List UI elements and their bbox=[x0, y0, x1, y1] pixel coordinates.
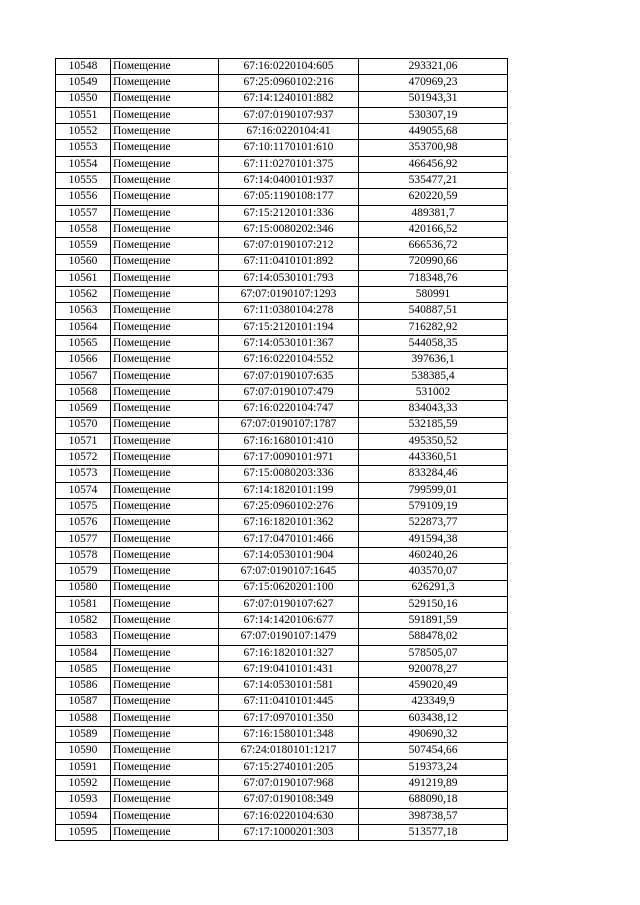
cadastral-number-cell: 67:16:1680101:410 bbox=[219, 433, 359, 449]
cadastral-value-cell: 833284,46 bbox=[359, 466, 508, 482]
object-type-cell: Помещение bbox=[111, 205, 219, 221]
object-type-cell: Помещение bbox=[111, 743, 219, 759]
row-number-cell: 10593 bbox=[56, 792, 111, 808]
cadastral-value-cell: 353700,98 bbox=[359, 140, 508, 156]
cadastral-number-cell: 67:07:0190107:1293 bbox=[219, 287, 359, 303]
table-row bbox=[56, 124, 508, 140]
cadastral-number-cell: 67:14:0530101:793 bbox=[219, 270, 359, 286]
row-number-cell: 10585 bbox=[56, 661, 111, 677]
cadastral-number-cell: 67:10:1170101:610 bbox=[219, 140, 359, 156]
object-type-cell: Помещение bbox=[111, 482, 219, 498]
cadastral-number-cell: 67:15:0080202:346 bbox=[219, 221, 359, 237]
table-row bbox=[56, 759, 508, 775]
row-number-cell: 10572 bbox=[56, 450, 111, 466]
table-row bbox=[56, 564, 508, 580]
cadastral-number-cell: 67:14:1240101:882 bbox=[219, 91, 359, 107]
row-number-cell: 10553 bbox=[56, 140, 111, 156]
object-type-cell: Помещение bbox=[111, 368, 219, 384]
cadastral-value-cell: 529150,16 bbox=[359, 596, 508, 612]
table-row bbox=[56, 776, 508, 792]
cadastral-number-cell: 67:11:0380104:278 bbox=[219, 303, 359, 319]
row-number-cell: 10556 bbox=[56, 189, 111, 205]
object-type-cell: Помещение bbox=[111, 124, 219, 140]
table-row bbox=[56, 336, 508, 352]
row-number-cell: 10549 bbox=[56, 75, 111, 91]
object-type-cell: Помещение bbox=[111, 140, 219, 156]
table-row bbox=[56, 303, 508, 319]
cadastral-value-cell: 580991 bbox=[359, 287, 508, 303]
row-number-cell: 10574 bbox=[56, 482, 111, 498]
cadastral-value-cell: 579109,19 bbox=[359, 499, 508, 515]
row-number-cell: 10561 bbox=[56, 270, 111, 286]
object-type-cell: Помещение bbox=[111, 466, 219, 482]
table-row bbox=[56, 254, 508, 270]
cadastral-value-cell: 519373,24 bbox=[359, 759, 508, 775]
object-type-cell: Помещение bbox=[111, 776, 219, 792]
object-type-cell: Помещение bbox=[111, 727, 219, 743]
cadastral-value-cell: 716282,92 bbox=[359, 319, 508, 335]
row-number-cell: 10595 bbox=[56, 824, 111, 840]
cadastral-number-cell: 67:05:1190108:177 bbox=[219, 189, 359, 205]
table-row bbox=[56, 287, 508, 303]
cadastral-value-cell: 666536,72 bbox=[359, 238, 508, 254]
row-number-cell: 10582 bbox=[56, 613, 111, 629]
table-row bbox=[56, 596, 508, 612]
table-row bbox=[56, 238, 508, 254]
cadastral-value-cell: 718348,76 bbox=[359, 270, 508, 286]
row-number-cell: 10557 bbox=[56, 205, 111, 221]
cadastral-value-cell: 449055,68 bbox=[359, 124, 508, 140]
cadastral-number-cell: 67:16:0220104:747 bbox=[219, 401, 359, 417]
table-row bbox=[56, 466, 508, 482]
cadastral-number-cell: 67:25:0960102:216 bbox=[219, 75, 359, 91]
row-number-cell: 10552 bbox=[56, 124, 111, 140]
table-row bbox=[56, 75, 508, 91]
object-type-cell: Помещение bbox=[111, 531, 219, 547]
object-type-cell: Помещение bbox=[111, 450, 219, 466]
table-row bbox=[56, 694, 508, 710]
cadastral-number-cell: 67:07:0190107:968 bbox=[219, 776, 359, 792]
row-number-cell: 10586 bbox=[56, 678, 111, 694]
cadastral-number-cell: 67:16:0220104:630 bbox=[219, 808, 359, 824]
table-row bbox=[56, 824, 508, 840]
cadastral-value-cell: 466456,92 bbox=[359, 156, 508, 172]
table-row bbox=[56, 140, 508, 156]
table-row bbox=[56, 205, 508, 221]
row-number-cell: 10550 bbox=[56, 91, 111, 107]
table-row bbox=[56, 515, 508, 531]
cadastral-number-cell: 67:14:0530101:581 bbox=[219, 678, 359, 694]
table-row bbox=[56, 547, 508, 563]
table-row bbox=[56, 710, 508, 726]
table-row bbox=[56, 645, 508, 661]
object-type-cell: Помещение bbox=[111, 352, 219, 368]
cadastral-value-cell: 538385,4 bbox=[359, 368, 508, 384]
cadastral-value-cell: 470969,23 bbox=[359, 75, 508, 91]
object-type-cell: Помещение bbox=[111, 319, 219, 335]
cadastral-value-cell: 540887,51 bbox=[359, 303, 508, 319]
row-number-cell: 10581 bbox=[56, 596, 111, 612]
cadastral-value-cell: 420166,52 bbox=[359, 221, 508, 237]
object-type-cell: Помещение bbox=[111, 336, 219, 352]
cadastral-value-cell: 490690,32 bbox=[359, 727, 508, 743]
cadastral-value-cell: 591891,59 bbox=[359, 613, 508, 629]
cadastral-value-cell: 513577,18 bbox=[359, 824, 508, 840]
table-body bbox=[56, 59, 508, 841]
table-row bbox=[56, 613, 508, 629]
row-number-cell: 10571 bbox=[56, 433, 111, 449]
cadastral-value-cell: 522873,77 bbox=[359, 515, 508, 531]
cadastral-number-cell: 67:15:0080203:336 bbox=[219, 466, 359, 482]
cadastral-number-cell: 67:17:0090101:971 bbox=[219, 450, 359, 466]
cadastral-value-cell: 501943,31 bbox=[359, 91, 508, 107]
object-type-cell: Помещение bbox=[111, 547, 219, 563]
cadastral-number-cell: 67:15:2120101:194 bbox=[219, 319, 359, 335]
row-number-cell: 10573 bbox=[56, 466, 111, 482]
cadastral-number-cell: 67:16:1820101:327 bbox=[219, 645, 359, 661]
object-type-cell: Помещение bbox=[111, 433, 219, 449]
cadastral-number-cell: 67:16:0220104:552 bbox=[219, 352, 359, 368]
row-number-cell: 10589 bbox=[56, 727, 111, 743]
row-number-cell: 10580 bbox=[56, 580, 111, 596]
object-type-cell: Помещение bbox=[111, 613, 219, 629]
cadastral-number-cell: 67:14:1420106:677 bbox=[219, 613, 359, 629]
object-type-cell: Помещение bbox=[111, 107, 219, 123]
table-row bbox=[56, 531, 508, 547]
cadastral-value-cell: 403570,07 bbox=[359, 564, 508, 580]
cadastral-number-cell: 67:16:0220104:41 bbox=[219, 124, 359, 140]
object-type-cell: Помещение bbox=[111, 59, 219, 75]
row-number-cell: 10562 bbox=[56, 287, 111, 303]
object-type-cell: Помещение bbox=[111, 173, 219, 189]
table-row bbox=[56, 727, 508, 743]
table-row bbox=[56, 743, 508, 759]
cadastral-value-cell: 720990,66 bbox=[359, 254, 508, 270]
object-type-cell: Помещение bbox=[111, 759, 219, 775]
object-type-cell: Помещение bbox=[111, 384, 219, 400]
row-number-cell: 10579 bbox=[56, 564, 111, 580]
row-number-cell: 10563 bbox=[56, 303, 111, 319]
row-number-cell: 10575 bbox=[56, 499, 111, 515]
row-number-cell: 10555 bbox=[56, 173, 111, 189]
cadastral-value-cell: 603438,12 bbox=[359, 710, 508, 726]
table-row bbox=[56, 433, 508, 449]
object-type-cell: Помещение bbox=[111, 91, 219, 107]
table-row bbox=[56, 401, 508, 417]
cadastral-value-cell: 920078,27 bbox=[359, 661, 508, 677]
cadastral-value-cell: 491594,38 bbox=[359, 531, 508, 547]
cadastral-number-cell: 67:14:1820101:199 bbox=[219, 482, 359, 498]
object-type-cell: Помещение bbox=[111, 596, 219, 612]
table-row bbox=[56, 270, 508, 286]
cadastral-number-cell: 67:11:0270101:375 bbox=[219, 156, 359, 172]
row-number-cell: 10564 bbox=[56, 319, 111, 335]
object-type-cell: Помещение bbox=[111, 303, 219, 319]
object-type-cell: Помещение bbox=[111, 694, 219, 710]
cadastral-value-cell: 620220,59 bbox=[359, 189, 508, 205]
cadastral-value-cell: 489381,7 bbox=[359, 205, 508, 221]
row-number-cell: 10578 bbox=[56, 547, 111, 563]
object-type-cell: Помещение bbox=[111, 189, 219, 205]
object-type-cell: Помещение bbox=[111, 629, 219, 645]
row-number-cell: 10558 bbox=[56, 221, 111, 237]
row-number-cell: 10590 bbox=[56, 743, 111, 759]
property-table bbox=[55, 58, 508, 841]
cadastral-value-cell: 491219,89 bbox=[359, 776, 508, 792]
object-type-cell: Помещение bbox=[111, 417, 219, 433]
cadastral-number-cell: 67:07:0190107:937 bbox=[219, 107, 359, 123]
object-type-cell: Помещение bbox=[111, 515, 219, 531]
table-row bbox=[56, 156, 508, 172]
cadastral-value-cell: 507454,66 bbox=[359, 743, 508, 759]
object-type-cell: Помещение bbox=[111, 564, 219, 580]
cadastral-value-cell: 531002 bbox=[359, 384, 508, 400]
cadastral-value-cell: 459020,49 bbox=[359, 678, 508, 694]
cadastral-number-cell: 67:19:0410101:431 bbox=[219, 661, 359, 677]
object-type-cell: Помещение bbox=[111, 678, 219, 694]
row-number-cell: 10568 bbox=[56, 384, 111, 400]
row-number-cell: 10548 bbox=[56, 59, 111, 75]
cadastral-value-cell: 443360,51 bbox=[359, 450, 508, 466]
row-number-cell: 10570 bbox=[56, 417, 111, 433]
cadastral-number-cell: 67:07:0190107:1479 bbox=[219, 629, 359, 645]
table-row bbox=[56, 107, 508, 123]
object-type-cell: Помещение bbox=[111, 254, 219, 270]
row-number-cell: 10594 bbox=[56, 808, 111, 824]
cadastral-number-cell: 67:17:1000201:303 bbox=[219, 824, 359, 840]
table-row bbox=[56, 661, 508, 677]
object-type-cell: Помещение bbox=[111, 221, 219, 237]
cadastral-number-cell: 67:07:0190107:627 bbox=[219, 596, 359, 612]
cadastral-value-cell: 834043,33 bbox=[359, 401, 508, 417]
cadastral-number-cell: 67:16:1820101:362 bbox=[219, 515, 359, 531]
row-number-cell: 10559 bbox=[56, 238, 111, 254]
object-type-cell: Помещение bbox=[111, 75, 219, 91]
cadastral-number-cell: 67:15:2740101:205 bbox=[219, 759, 359, 775]
cadastral-number-cell: 67:15:0620201:100 bbox=[219, 580, 359, 596]
table-row bbox=[56, 189, 508, 205]
table-row bbox=[56, 221, 508, 237]
cadastral-value-cell: 688090,18 bbox=[359, 792, 508, 808]
table-row bbox=[56, 450, 508, 466]
cadastral-number-cell: 67:16:1580101:348 bbox=[219, 727, 359, 743]
cadastral-number-cell: 67:14:0400101:937 bbox=[219, 173, 359, 189]
cadastral-number-cell: 67:07:0190107:479 bbox=[219, 384, 359, 400]
object-type-cell: Помещение bbox=[111, 710, 219, 726]
table-row bbox=[56, 792, 508, 808]
cadastral-value-cell: 397636,1 bbox=[359, 352, 508, 368]
table-row bbox=[56, 580, 508, 596]
table-row bbox=[56, 368, 508, 384]
row-number-cell: 10576 bbox=[56, 515, 111, 531]
cadastral-number-cell: 67:07:0190107:635 bbox=[219, 368, 359, 384]
cadastral-number-cell: 67:15:2120101:336 bbox=[219, 205, 359, 221]
table-row bbox=[56, 384, 508, 400]
cadastral-value-cell: 398738,57 bbox=[359, 808, 508, 824]
table-row bbox=[56, 808, 508, 824]
row-number-cell: 10591 bbox=[56, 759, 111, 775]
table-row bbox=[56, 59, 508, 75]
cadastral-value-cell: 544058,35 bbox=[359, 336, 508, 352]
row-number-cell: 10592 bbox=[56, 776, 111, 792]
cadastral-value-cell: 578505,07 bbox=[359, 645, 508, 661]
row-number-cell: 10588 bbox=[56, 710, 111, 726]
cadastral-number-cell: 67:07:0190108:349 bbox=[219, 792, 359, 808]
row-number-cell: 10565 bbox=[56, 336, 111, 352]
cadastral-value-cell: 799599,01 bbox=[359, 482, 508, 498]
cadastral-value-cell: 495350,52 bbox=[359, 433, 508, 449]
row-number-cell: 10551 bbox=[56, 107, 111, 123]
object-type-cell: Помещение bbox=[111, 645, 219, 661]
object-type-cell: Помещение bbox=[111, 661, 219, 677]
cadastral-value-cell: 588478,02 bbox=[359, 629, 508, 645]
object-type-cell: Помещение bbox=[111, 808, 219, 824]
object-type-cell: Помещение bbox=[111, 792, 219, 808]
table-row bbox=[56, 173, 508, 189]
cadastral-number-cell: 67:24:0180101:1217 bbox=[219, 743, 359, 759]
cadastral-number-cell: 67:16:0220104:605 bbox=[219, 59, 359, 75]
cadastral-value-cell: 532185,59 bbox=[359, 417, 508, 433]
table-row bbox=[56, 352, 508, 368]
object-type-cell: Помещение bbox=[111, 580, 219, 596]
cadastral-number-cell: 67:07:0190107:1645 bbox=[219, 564, 359, 580]
object-type-cell: Помещение bbox=[111, 238, 219, 254]
object-type-cell: Помещение bbox=[111, 270, 219, 286]
object-type-cell: Помещение bbox=[111, 499, 219, 515]
row-number-cell: 10554 bbox=[56, 156, 111, 172]
table-row bbox=[56, 678, 508, 694]
row-number-cell: 10569 bbox=[56, 401, 111, 417]
table-row bbox=[56, 629, 508, 645]
cadastral-value-cell: 530307,19 bbox=[359, 107, 508, 123]
cadastral-number-cell: 67:14:0530101:904 bbox=[219, 547, 359, 563]
cadastral-number-cell: 67:11:0410101:892 bbox=[219, 254, 359, 270]
table-row bbox=[56, 319, 508, 335]
cadastral-number-cell: 67:14:0530101:367 bbox=[219, 336, 359, 352]
table-row bbox=[56, 499, 508, 515]
row-number-cell: 10583 bbox=[56, 629, 111, 645]
cadastral-value-cell: 626291,3 bbox=[359, 580, 508, 596]
table-row bbox=[56, 91, 508, 107]
cadastral-number-cell: 67:25:0960102:276 bbox=[219, 499, 359, 515]
object-type-cell: Помещение bbox=[111, 156, 219, 172]
row-number-cell: 10566 bbox=[56, 352, 111, 368]
cadastral-value-cell: 535477,21 bbox=[359, 173, 508, 189]
cadastral-value-cell: 460240,26 bbox=[359, 547, 508, 563]
row-number-cell: 10567 bbox=[56, 368, 111, 384]
cadastral-number-cell: 67:07:0190107:1787 bbox=[219, 417, 359, 433]
cadastral-number-cell: 67:07:0190107:212 bbox=[219, 238, 359, 254]
row-number-cell: 10584 bbox=[56, 645, 111, 661]
cadastral-value-cell: 293321,06 bbox=[359, 59, 508, 75]
cadastral-number-cell: 67:17:0470101:466 bbox=[219, 531, 359, 547]
object-type-cell: Помещение bbox=[111, 824, 219, 840]
row-number-cell: 10587 bbox=[56, 694, 111, 710]
row-number-cell: 10577 bbox=[56, 531, 111, 547]
cadastral-number-cell: 67:11:0410101:445 bbox=[219, 694, 359, 710]
cadastral-value-cell: 423349,9 bbox=[359, 694, 508, 710]
row-number-cell: 10560 bbox=[56, 254, 111, 270]
table-row bbox=[56, 482, 508, 498]
object-type-cell: Помещение bbox=[111, 287, 219, 303]
cadastral-number-cell: 67:17:0970101:350 bbox=[219, 710, 359, 726]
object-type-cell: Помещение bbox=[111, 401, 219, 417]
table-row bbox=[56, 417, 508, 433]
